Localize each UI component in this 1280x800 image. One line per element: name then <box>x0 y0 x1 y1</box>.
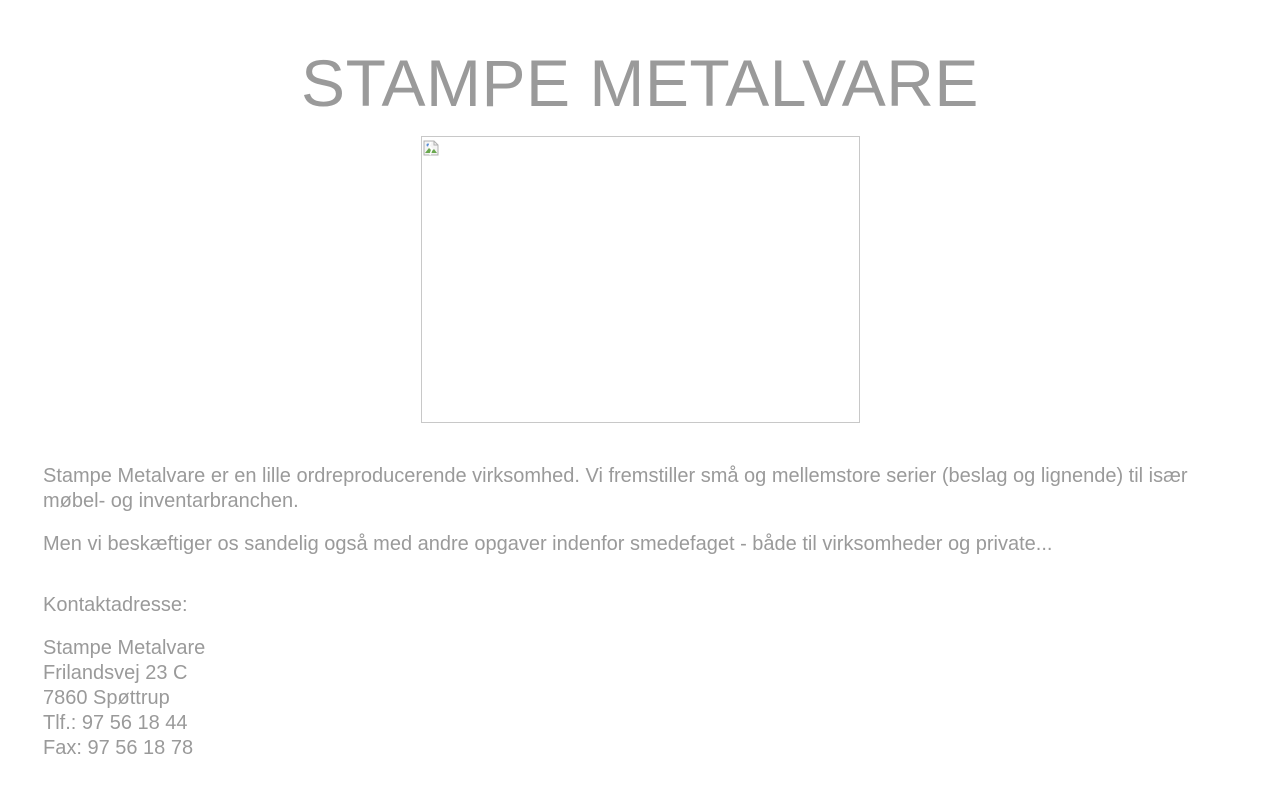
main-content <box>43 464 1243 761</box>
address-block <box>43 636 1243 761</box>
postal-city: 7860 Spøttrup <box>43 687 170 709</box>
company-name: Stampe Metalvare <box>43 637 206 659</box>
contact-heading: Kontaktadresse: <box>43 594 188 616</box>
hero-image <box>421 136 860 423</box>
intro-paragraph: Stampe Metalvare er en lille ordreproducerende virksomhed. Vi fremstiller små og mellemstore serier (beslag og lignende) til især møbel- og inventarbranchen. <box>43 465 1188 512</box>
intro-paragraph-secondary: Men vi beskæftiger os sandelig også med andre opgaver indenfor smedefaget - både til virksomheder og private... <box>43 533 1053 555</box>
page-title: STAMPE METALVARE <box>301 46 979 120</box>
broken-image-icon <box>423 140 439 156</box>
street-address: Frilandsvej 23 C <box>43 662 188 684</box>
phone-number: Tlf.: 97 56 18 44 <box>43 712 188 734</box>
fax-number: Fax: 97 56 18 78 <box>43 737 194 759</box>
